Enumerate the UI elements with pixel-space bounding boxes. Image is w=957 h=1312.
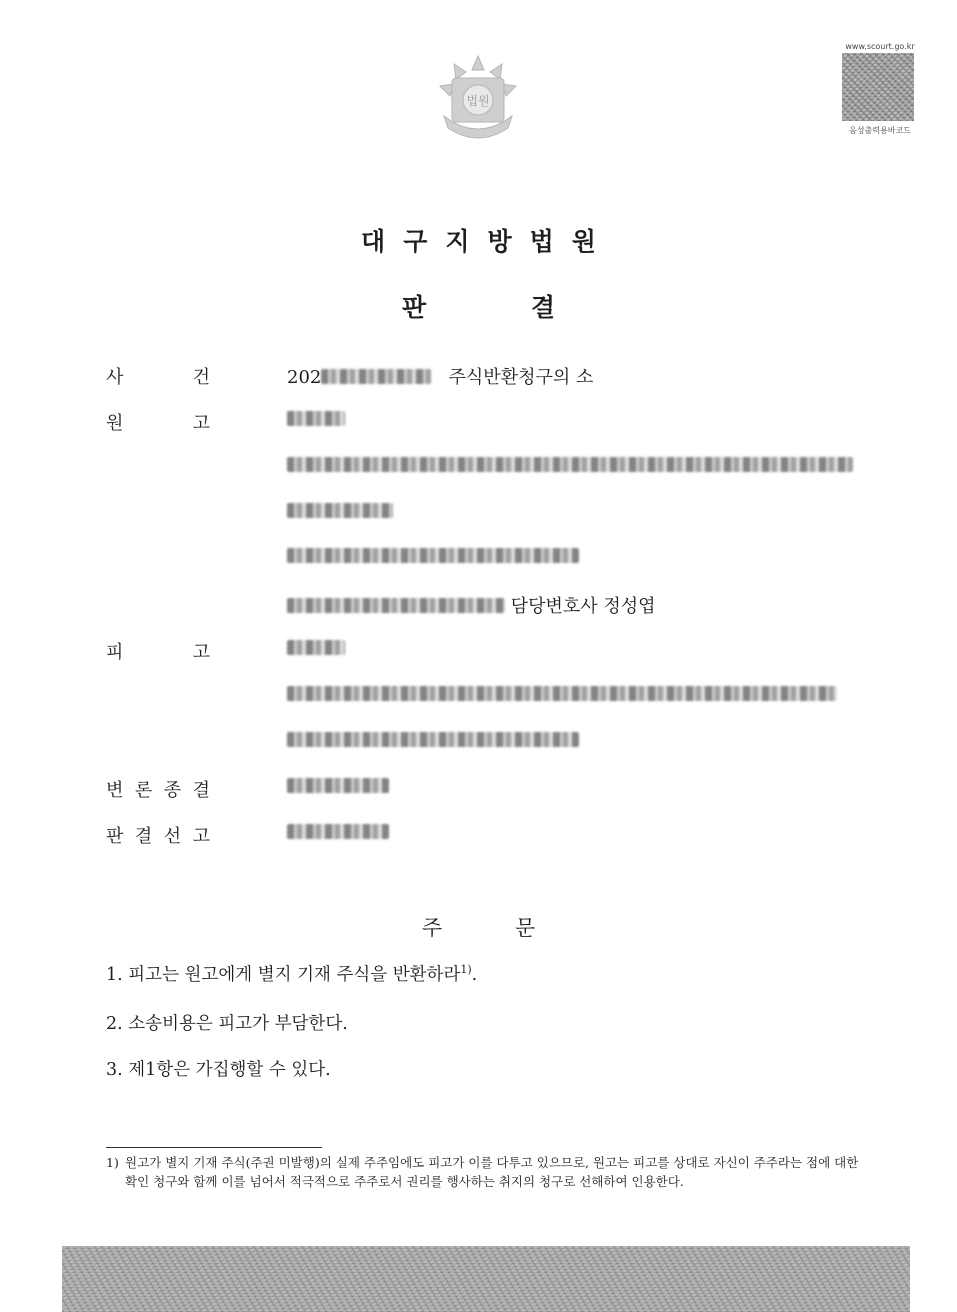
case-title: 주식반환청구의 소	[448, 367, 594, 388]
order-item-1	[106, 961, 477, 986]
defendant-name	[287, 638, 345, 659]
judgment-label-char-2: 결	[134, 826, 153, 847]
closing-argument-label	[106, 776, 210, 802]
plaintiff-attorney-2	[287, 592, 656, 618]
redacted-closing-date	[287, 778, 389, 793]
case-number: 202	[287, 367, 322, 388]
plaintiff-attorney-1	[287, 546, 579, 567]
footnote-text: 원고가 별지 기재 주식(주권 미발행)의 실제 주주임에도 피고가 이를 다투고 있으므로, 원고는 피고를 상대로 자신이 주주라는 점에 대한 확인 청구와 함께 이를 넘어서 적극적으로 주주로서 권리를 행사하는 취지의 청구로 선해하여 인용한다.	[125, 1155, 859, 1189]
judgment-date	[287, 822, 389, 843]
footnote-rule	[106, 1147, 322, 1148]
footnote-number: 1)	[106, 1155, 119, 1170]
qr-caption: 음성출력용바코드	[849, 126, 911, 135]
footnote	[106, 1153, 866, 1191]
court-name: 대구지방법원	[361, 227, 614, 256]
qr-code	[842, 53, 914, 121]
order-item-3: 3. 제1항은 가집행할 수 있다.	[106, 1060, 331, 1080]
qr-url: www.scourt.go.kr	[845, 42, 915, 51]
order-item-1-text: 1. 피고는 원고에게 별지 기재 주식을 반환하라	[106, 965, 461, 985]
order-item-1-tail: .	[471, 965, 478, 985]
case-label-char-2: 건	[192, 367, 210, 388]
defendant-attorney	[287, 730, 579, 751]
judgment-label-char-4: 고	[192, 826, 210, 847]
redacted-defendant-address	[287, 686, 837, 701]
defendant-address	[287, 684, 837, 705]
case-label-char-1: 사	[106, 367, 124, 388]
plaintiff-name	[287, 409, 345, 430]
plaintiff-address-line-1	[287, 455, 853, 476]
defendant-label-char-1: 피	[106, 642, 124, 663]
closing-label-char-2: 론	[134, 780, 153, 801]
plaintiff-label-char-2: 고	[192, 413, 210, 434]
plaintiff-lawyer: 담당변호사 정성엽	[510, 596, 656, 617]
order-heading: 주 문	[421, 916, 536, 940]
document-type: 판 결	[401, 293, 555, 322]
court-emblem-icon	[432, 52, 524, 144]
defendant-label-char-2: 고	[192, 642, 210, 663]
emblem-label: 법원	[466, 94, 490, 108]
redacted-case-number	[321, 369, 431, 384]
redacted-law-firm	[287, 598, 505, 613]
judgment-date-label	[106, 822, 210, 848]
redacted-defendant-attorney	[287, 732, 579, 747]
case-value	[287, 363, 593, 389]
redacted-judgment-date	[287, 824, 389, 839]
document-barcode	[62, 1246, 910, 1312]
redacted-plaintiff-attorney	[287, 548, 579, 563]
case-label	[106, 363, 210, 389]
judgment-label-char-1: 판	[106, 826, 124, 847]
closing-label-char-4: 결	[192, 780, 210, 801]
defendant-label	[106, 638, 210, 664]
redacted-plaintiff-name	[287, 411, 345, 426]
closing-label-char-3: 종	[163, 780, 182, 801]
redacted-plaintiff-address	[287, 457, 853, 472]
court-emblem	[432, 52, 524, 144]
order-item-2: 2. 소송비용은 피고가 부담한다.	[106, 1014, 348, 1034]
closing-label-char-1: 변	[106, 780, 124, 801]
redacted-defendant-name	[287, 640, 345, 655]
plaintiff-label	[106, 409, 210, 435]
footnote-marker: 1)	[460, 963, 472, 977]
plaintiff-address-line-2	[287, 501, 393, 522]
plaintiff-label-char-1: 원	[106, 413, 124, 434]
judgment-label-char-3: 선	[163, 826, 182, 847]
redacted-plaintiff-address-cont	[287, 503, 393, 518]
closing-argument-date	[287, 776, 389, 797]
